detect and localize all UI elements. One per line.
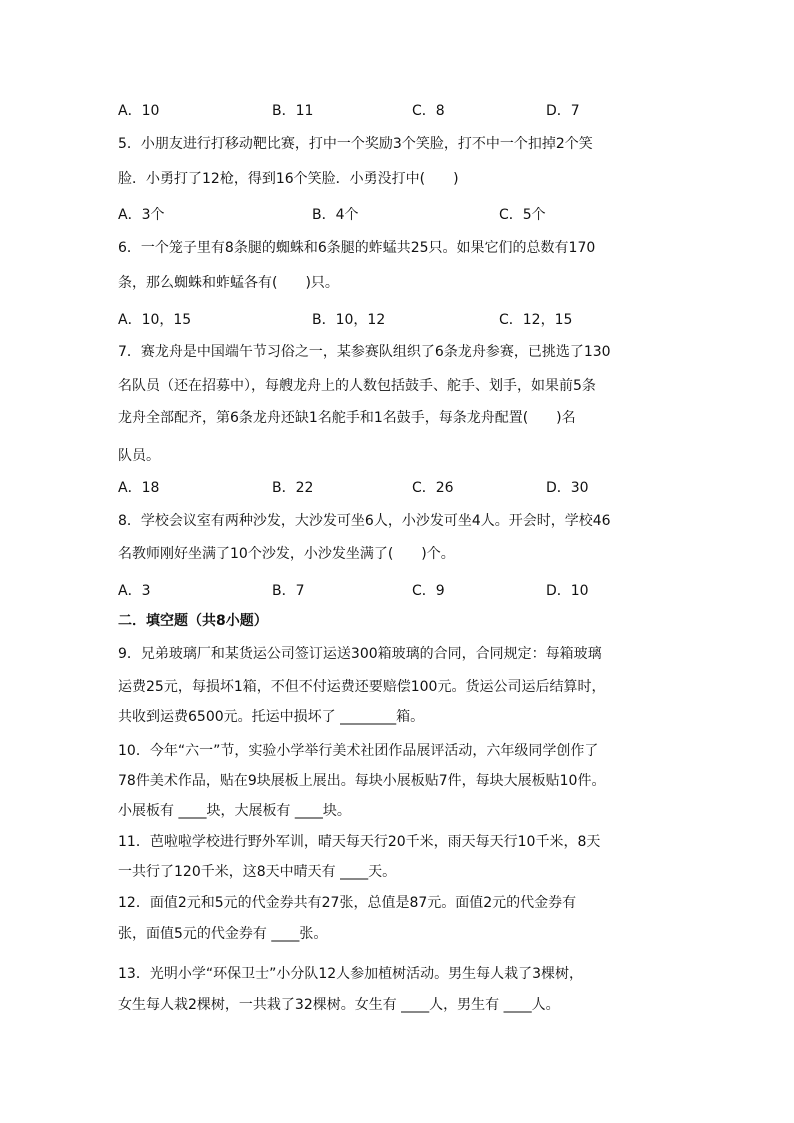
q5-option-c[interactable]: C．5个	[499, 207, 546, 223]
q7-text-line3: 龙舟全部配齐，第6条龙舟还缺1名舵手和1名鼓手，每条龙舟配置( )名	[118, 410, 576, 426]
q8-option-a[interactable]: A．3	[118, 583, 151, 599]
q7-option-b[interactable]: B．22	[272, 480, 314, 496]
q9-text-line3: 共收到运费6500元。托运中损坏了 ________箱。	[118, 709, 425, 725]
q5-option-b[interactable]: B．4个	[312, 207, 359, 223]
q10-text-line2: 78件美术作品，贴在9块展板上展出。每块小展板贴7件，每块大展板贴10件。	[118, 773, 606, 789]
q11-text-line1: 11．芭啦啦学校进行野外军训，晴天每天行20千米，雨天每天行10千米，8天	[118, 834, 601, 850]
q5-text-line1: 5．小朋友进行打移动靶比赛，打中一个奖励3个笑脸，打不中一个扣掉2个笑	[118, 136, 593, 152]
q7-option-d[interactable]: D．30	[546, 480, 589, 496]
q12-text-line1: 12．面值2元和5元的代金券共有27张，总值是87元。面值2元的代金券有	[118, 895, 577, 911]
q7-text-line4: 队员。	[118, 448, 160, 464]
q8-option-c[interactable]: C．9	[412, 583, 445, 599]
q9-text-line2: 运费25元，每损坏1箱，不但不付运费还要赔偿100元。货运公司运后结算时，	[118, 679, 606, 695]
q6-text-line2: 条，那么蜘蛛和蚱蜢各有( )只。	[118, 275, 339, 291]
q7-text-line2: 名队员（还在招募中），每艘龙舟上的人数包括鼓手、舵手、划手，如果前5条	[118, 378, 596, 394]
q13-text-line2: 女生每人栽2棵树，一共栽了32棵树。女生有 ____人，男生有 ____人。	[118, 997, 560, 1013]
q8-option-b[interactable]: B．7	[272, 583, 305, 599]
q11-text-line2: 一共行了120千米，这8天中晴天有 ____天。	[118, 864, 397, 880]
q6-option-c[interactable]: C．12，15	[499, 312, 573, 328]
q7-text-line1: 7．赛龙舟是中国端午节习俗之一，某参赛队组织了6条龙舟参赛，已挑选了130	[118, 344, 611, 360]
q6-option-a[interactable]: A．10，15	[118, 312, 192, 328]
q9-text-line1: 9．兄弟玻璃厂和某货运公司签订运送300箱玻璃的合同，合同规定：每箱玻璃	[118, 646, 602, 662]
q10-text-line3: 小展板有 ____块，大展板有 ____块。	[118, 803, 351, 819]
q4-option-b[interactable]: B．11	[272, 103, 314, 119]
q8-text-line2: 名教师刚好坐满了10个沙发，小沙发坐满了( )个。	[118, 546, 455, 562]
q4-option-c[interactable]: C．8	[412, 103, 445, 119]
q7-option-c[interactable]: C．26	[412, 480, 454, 496]
q8-text-line1: 8．学校会议室有两种沙发，大沙发可坐6人，小沙发可坐4人。开会时，学校46	[118, 513, 611, 529]
q8-option-d[interactable]: D．10	[546, 583, 589, 599]
q4-option-d[interactable]: D．7	[546, 103, 580, 119]
q6-option-b[interactable]: B．10，12	[312, 312, 386, 328]
q12-text-line2: 张，面值5元的代金券有 ____张。	[118, 926, 328, 942]
section-heading-fill-in: 二．填空题（共8小题）	[118, 613, 268, 629]
q5-option-a[interactable]: A．3个	[118, 207, 165, 223]
q6-text-line1: 6．一个笼子里有8条腿的蜘蛛和6条腿的蚱蜢共25只。如果它们的总数有170	[118, 240, 596, 256]
q10-text-line1: 10．今年“六一”节，实验小学举行美术社团作品展评活动，六年级同学创作了	[118, 743, 599, 759]
q13-text-line1: 13．光明小学“环保卫士”小分队12人参加植树活动。男生每人栽了3棵树，	[118, 966, 584, 982]
q4-option-a[interactable]: A．10	[118, 103, 160, 119]
q5-text-line2: 脸．小勇打了12枪，得到16个笑脸．小勇没打中( )	[118, 171, 459, 187]
q7-option-a[interactable]: A．18	[118, 480, 160, 496]
